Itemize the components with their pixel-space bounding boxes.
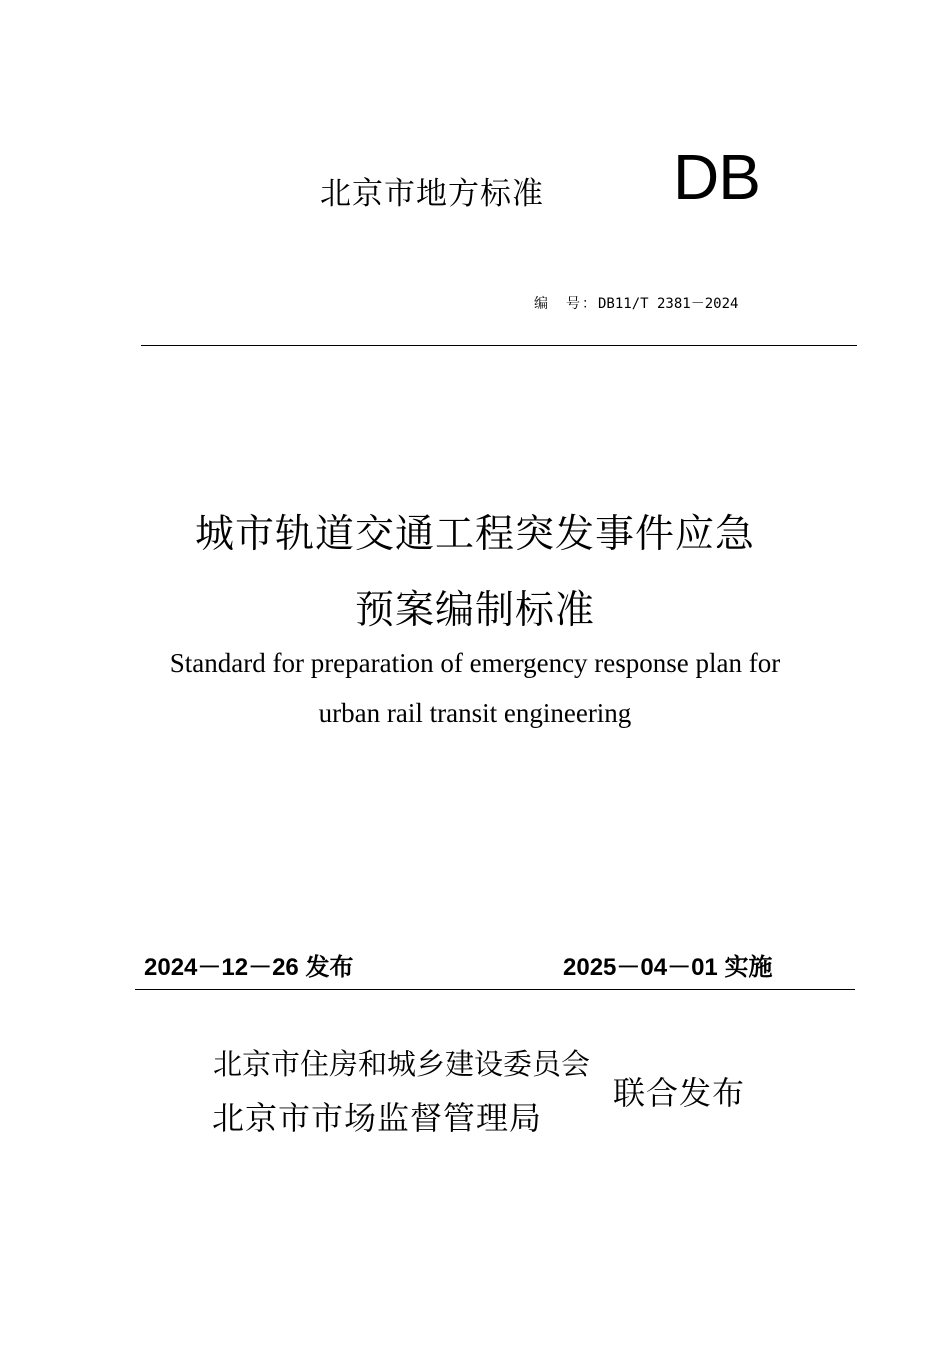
issuer-housing-commission: 北京市住房和城乡建设委员会 (213, 1047, 591, 1081)
title-en-line2: urban rail transit engineering (318, 698, 632, 728)
title-cn-line1: 城市轨道交通工程突发事件应急 (194, 512, 755, 557)
implementation-date: 2025－04－01 实施 (563, 954, 773, 981)
code-label: 编 号： (534, 296, 598, 312)
top-divider (141, 345, 857, 346)
issuer-market-bureau: 北京市市场监督管理局 (212, 1099, 543, 1137)
joint-issue-label: 联合发布 (613, 1074, 746, 1112)
title-cn-line2: 预案编制标准 (354, 588, 595, 633)
db-mark: DB (673, 141, 760, 213)
bottom-divider (135, 989, 855, 990)
issue-date: 2024－12－26 发布 (144, 954, 354, 981)
standard-type-label: 北京市地方标准 (320, 176, 544, 212)
code-value: DB11/T 2381－2024 (598, 296, 739, 312)
standard-code (534, 293, 738, 313)
title-en-line1: Standard for preparation of emergency response plan for (169, 648, 781, 678)
